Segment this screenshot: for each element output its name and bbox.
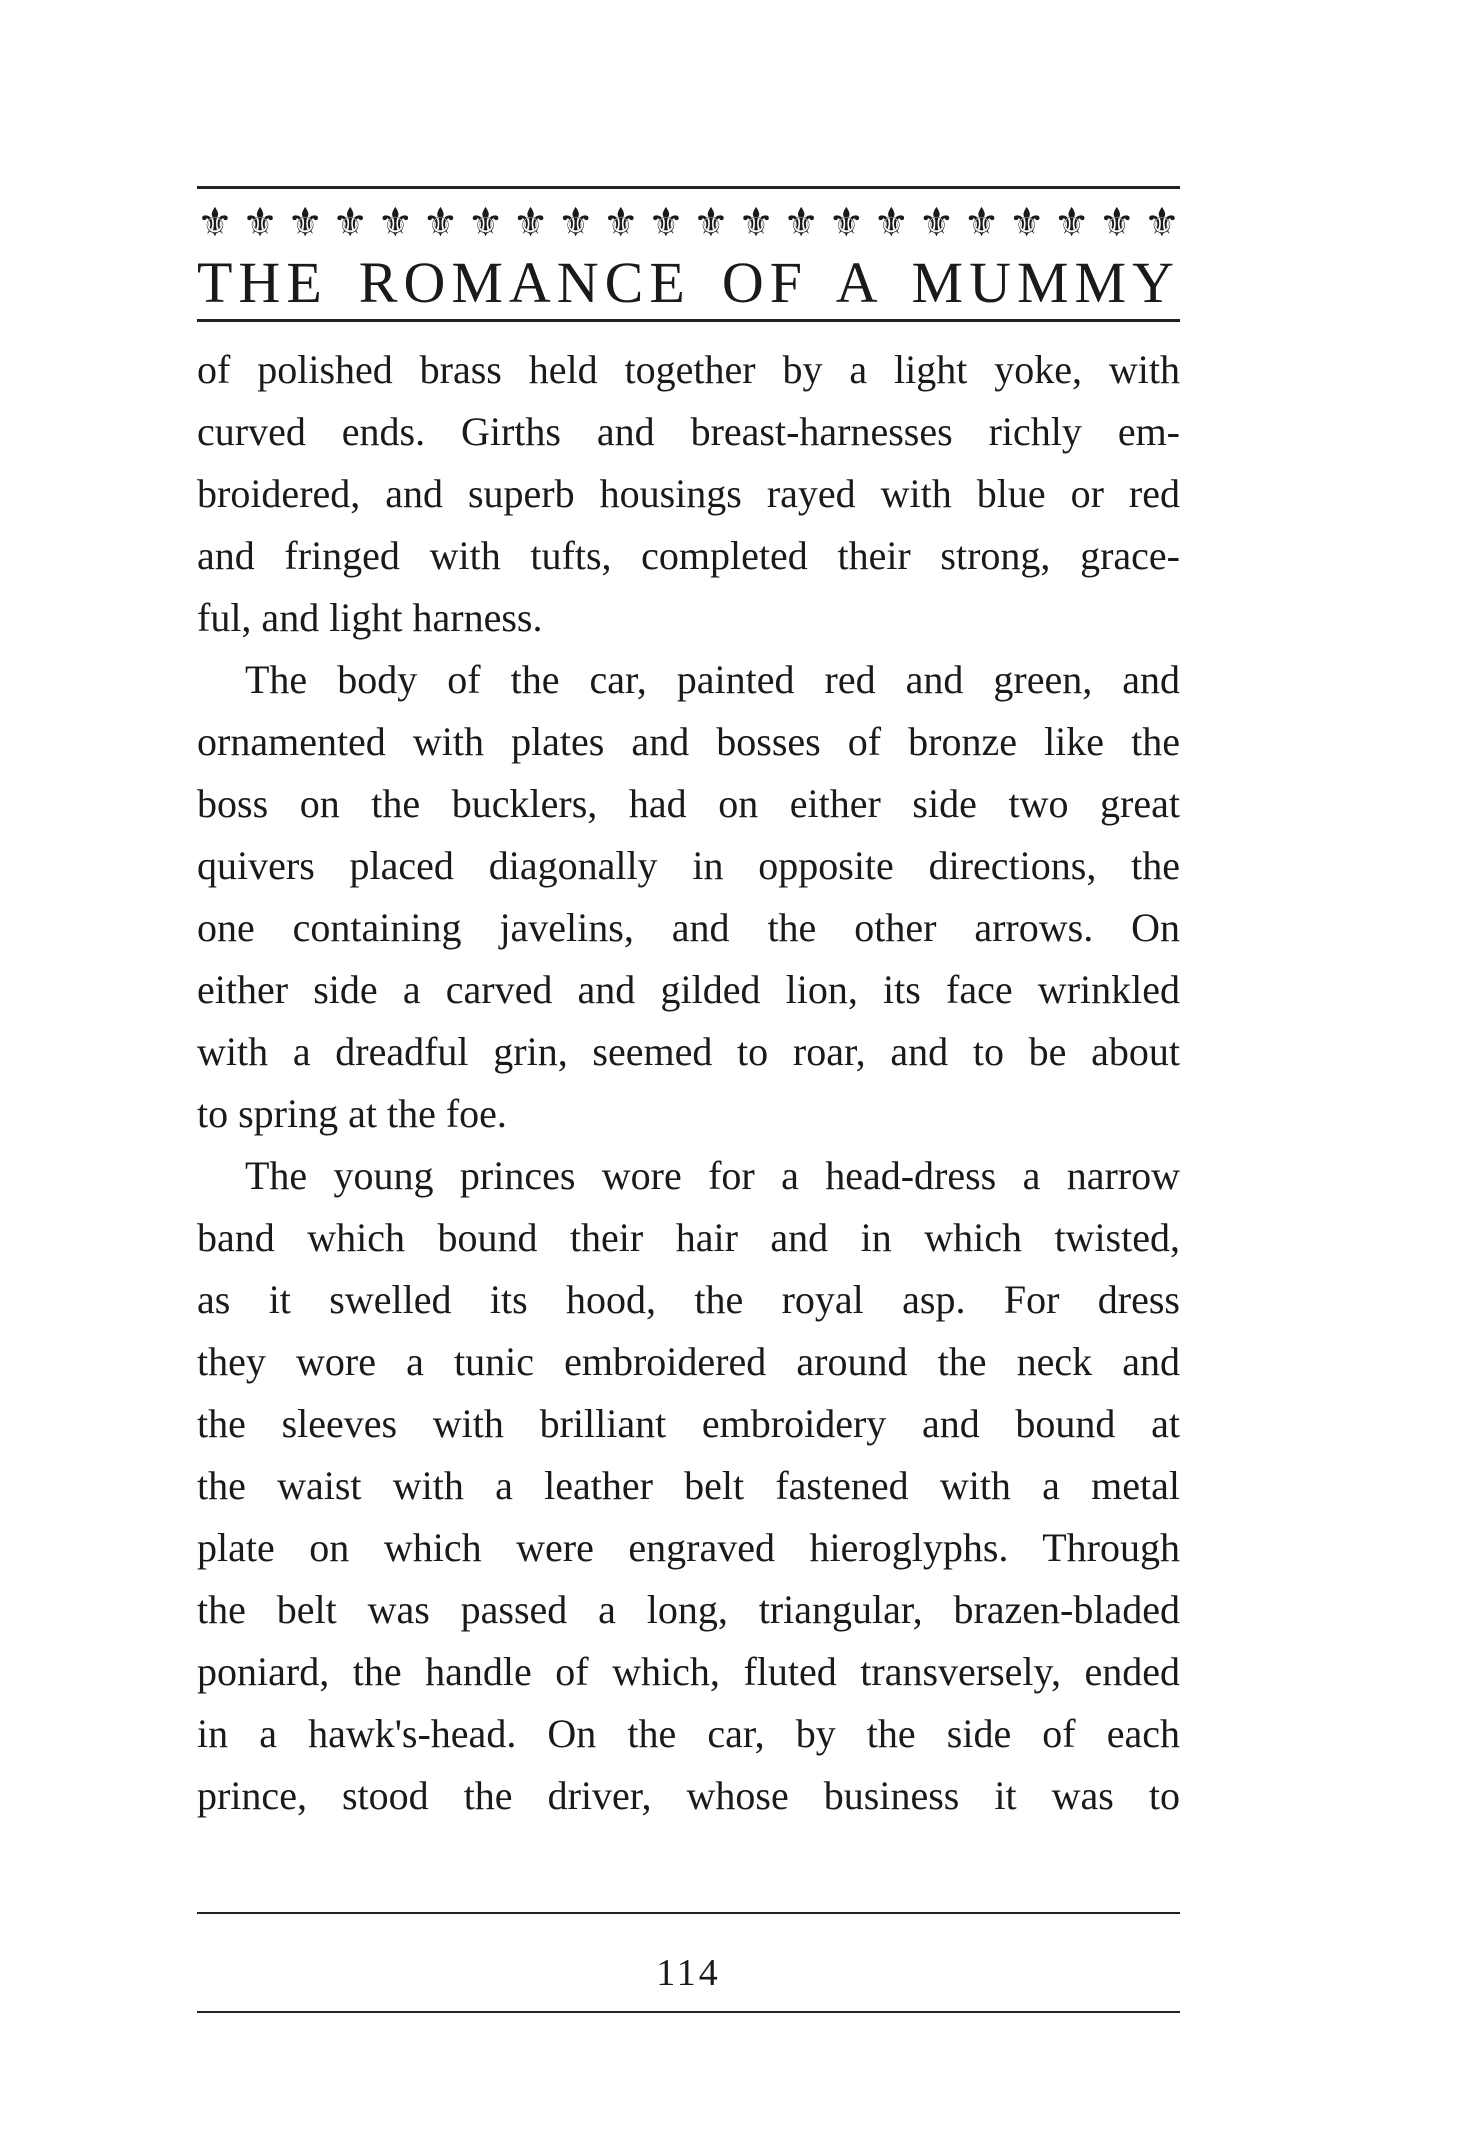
text-line: prince, stood the driver, whose business it was to <box>197 1773 1180 1818</box>
text-line: boss on the bucklers, had on either side two great <box>197 781 1180 826</box>
fleur-de-lis-icon: ⚜ <box>197 200 233 245</box>
text-line: poniard, the handle of which, fluted transversely, ended <box>197 1649 1180 1694</box>
fleur-de-lis-icon: ⚜ <box>647 200 684 245</box>
fleur-de-lis-icon: ⚜ <box>873 200 910 245</box>
fleur-de-lis-icon: ⚜ <box>783 200 820 245</box>
text-line: plate on which were engraved hieroglyphs. Through <box>197 1525 1180 1570</box>
running-title: THE ROMANCE OF A MUMMY <box>197 250 1180 315</box>
fleur-de-lis-icon: ⚜ <box>332 200 369 245</box>
text-line: the belt was passed a long, triangular, brazen-bladed <box>197 1587 1180 1632</box>
footer-rule-lower <box>197 2011 1180 2013</box>
fleur-de-lis-icon: ⚜ <box>1008 200 1045 245</box>
head-rule <box>197 319 1180 322</box>
text-line: in a hawk's-head. On the car, by the side of each <box>197 1711 1180 1756</box>
body-text <box>197 339 1180 1827</box>
fleur-de-lis-icon: ⚜ <box>1098 200 1135 245</box>
text-line: and fringed with tufts, completed their strong, grace- <box>197 533 1180 578</box>
text-line: broidered, and superb housings rayed with blue or red <box>197 471 1180 516</box>
text-line: one containing javelins, and the other arrows. On <box>197 905 1180 950</box>
fleur-de-lis-icon: ⚜ <box>242 200 278 245</box>
text-line: to spring at the foe. <box>197 1091 507 1136</box>
fleur-de-lis-icon: ⚜ <box>1053 200 1090 245</box>
fleur-de-lis-icon: ⚜ <box>918 200 955 245</box>
fleur-de-lis-icon: ⚜ <box>287 200 324 245</box>
fleur-de-lis-icon: ⚜ <box>828 200 865 245</box>
fleur-de-lis-icon: ⚜ <box>693 200 729 245</box>
fleur-de-lis-icon: ⚜ <box>557 200 594 245</box>
text-line: ornamented with plates and bosses of bronze like the <box>197 719 1180 764</box>
fleur-de-lis-icon: ⚜ <box>963 200 1000 245</box>
fleur-de-lis-icon: ⚜ <box>602 200 639 245</box>
fleur-de-lis-ornament-band <box>197 198 1180 248</box>
text-line: either side a carved and gilded lion, its face wrinkled <box>197 967 1180 1012</box>
fleur-de-lis-icon: ⚜ <box>1143 200 1180 245</box>
fleur-de-lis-icon: ⚜ <box>467 200 504 245</box>
text-line: curved ends. Girths and breast-harnesses richly em- <box>197 409 1180 454</box>
fleur-de-lis-icon: ⚜ <box>738 200 774 245</box>
text-line: they wore a tunic embroidered around the neck and <box>197 1339 1180 1384</box>
text-line: the waist with a leather belt fastened with a metal <box>197 1463 1180 1508</box>
top-rule <box>197 186 1180 189</box>
fleur-de-lis-icon: ⚜ <box>377 200 414 245</box>
text-line: ful, and light harness. <box>197 595 543 640</box>
fleur-de-lis-icon: ⚜ <box>512 200 549 245</box>
page-number: 114 <box>656 1952 721 1994</box>
text-line: quivers placed diagonally in opposite directions, the <box>197 843 1180 888</box>
footer-rule-upper <box>197 1912 1180 1914</box>
text-line: as it swelled its hood, the royal asp. For dress <box>197 1277 1180 1322</box>
text-line: with a dreadful grin, seemed to roar, and to be about <box>197 1029 1180 1074</box>
text-line: The body of the car, painted red and green, and <box>245 657 1180 702</box>
text-line: of polished brass held together by a light yoke, with <box>197 347 1180 392</box>
fleur-de-lis-icon: ⚜ <box>422 200 459 245</box>
text-line: The young princes wore for a head-dress a narrow <box>245 1153 1180 1198</box>
text-line: the sleeves with brilliant embroidery and bound at <box>197 1401 1180 1446</box>
text-line: band which bound their hair and in which twisted, <box>197 1215 1180 1260</box>
